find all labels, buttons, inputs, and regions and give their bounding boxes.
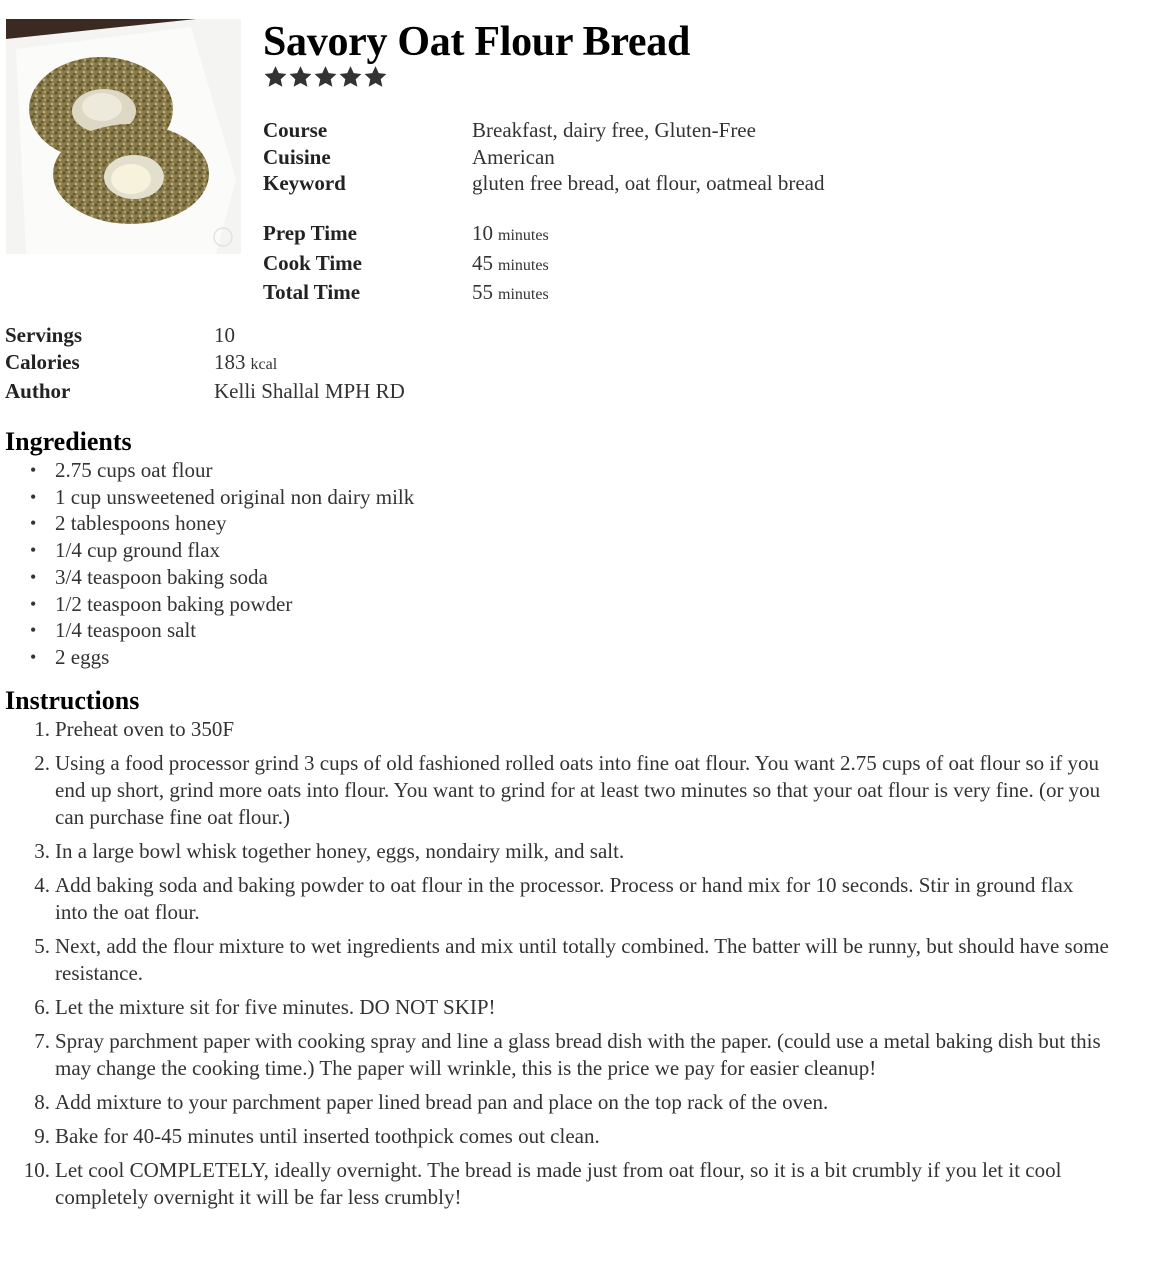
calories-value [214,349,277,379]
prep-time-unit: minutes [498,227,549,244]
instruction-step: Preheat oven to 350F [55,717,235,741]
ingredient-item: • 2 tablespoons honey [55,510,1155,537]
cook-time-label: Cook Time [263,250,362,275]
ingredient-item: • 2 eggs [55,644,1155,671]
calories-row [5,349,405,379]
keyword-row [263,170,825,197]
instructions-heading: Instructions [5,686,140,715]
course-row [263,117,825,144]
cook-time-unit: minutes [498,256,549,274]
instructions-list [5,716,1110,1218]
cook-time-value [472,250,549,280]
course-label: Course [263,118,328,142]
cook-time-number: 45 [472,250,493,275]
instruction-step: Spray parchment paper with cooking spray and line a glass bread dish with the paper. (could use a metal baking dish but this may change the cooking time.) The paper will wrinkle, this is the price we pay for easier cleanup! [55,1029,1101,1080]
instruction-step: Using a food processor grind 3 cups of old fashioned rolled oats into fine oat flour. You want 2.75 cups of oat flour so if you end up short, grind more oats into flour. You want to grind for at least two minutes so that your oat flour is very fine. (or you can purchase fine oat flour.) [55,751,1101,829]
keyword-label: Keyword [263,171,346,195]
instruction-step: Bake for 40-45 minutes until inserted toothpick comes out clean. [55,1124,600,1149]
instruction-step: Add baking soda and baking powder to oat flour in the processor. Process or hand mix for 10 seconds. Stir in ground flax into the oat flour. [55,873,1074,924]
star-rating[interactable] [263,64,388,90]
cuisine-row [263,144,825,171]
ingredient-item: • 1/2 teaspoon baking powder [55,591,1155,618]
recipe-tags [263,117,825,197]
instruction-step: Add mixture to your parchment paper lined bread pan and place on the top rack of the oven. [55,1089,829,1114]
cook-time-row [263,250,549,280]
recipe-title: Savory Oat Flour Bread [263,19,691,65]
star-icon[interactable] [363,64,388,90]
total-time-label: Total Time [263,280,361,304]
ingredient-item: • 1 cup unsweetened original non dairy milk [55,484,1155,511]
star-icon[interactable] [338,64,363,90]
prep-time-value [472,220,549,250]
total-time-unit: minutes [498,286,549,303]
total-time-number: 55 [472,280,493,304]
ingredient-item: • 2.75 cups oat flour [55,457,1155,484]
course-value: Breakfast, dairy free, Gluten-Free [472,118,756,142]
author-row [5,378,405,405]
servings-label: Servings [5,323,83,347]
ingredient-item: • 3/4 teaspoon baking soda [55,564,1155,591]
instruction-step: In a large bowl whisk together honey, eggs, nondairy milk, and salt. [55,838,625,863]
ingredient-item: • 1/4 cup ground flax [55,537,1155,564]
cuisine-label: Cuisine [263,144,331,169]
prep-time-label: Prep Time [263,221,357,245]
star-icon[interactable] [288,64,313,90]
prep-time-row [263,220,549,250]
total-time-row [263,279,549,309]
instruction-step: Next, add the flour mixture to wet ingredients and mix until totally combined. The batter will be runny, but should have some resistance. [55,933,1109,985]
total-time-value [472,279,549,309]
ingredients-list [5,457,1155,671]
calories-number: 183 [214,349,246,374]
calories-label: Calories [5,349,80,374]
servings-row [5,322,405,349]
instruction-step: Let cool COMPLETELY, ideally overnight. The bread is made just from oat flour, so it is a bit crumbly if you let it cool completely overnight it will be far less crumbly! [55,1158,1062,1210]
prep-time-number: 10 [472,221,493,245]
recipe-times [263,220,549,309]
cuisine-value: American [472,144,555,169]
star-icon[interactable] [313,64,338,90]
recipe-details [5,322,405,405]
author-value: Kelli Shallal MPH RD [214,379,405,403]
servings-value: 10 [214,323,235,347]
star-icon[interactable] [263,64,288,90]
calories-unit: kcal [250,355,278,373]
instruction-step: Let the mixture sit for five minutes. DO NOT SKIP! [55,994,496,1019]
recipe-photo [6,19,241,254]
ingredients-heading: Ingredients [5,427,132,456]
author-label: Author [5,379,71,403]
keyword-value: gluten free bread, oat flour, oatmeal bread [472,171,825,195]
ingredient-item: • 1/4 teaspoon salt [55,617,1155,644]
